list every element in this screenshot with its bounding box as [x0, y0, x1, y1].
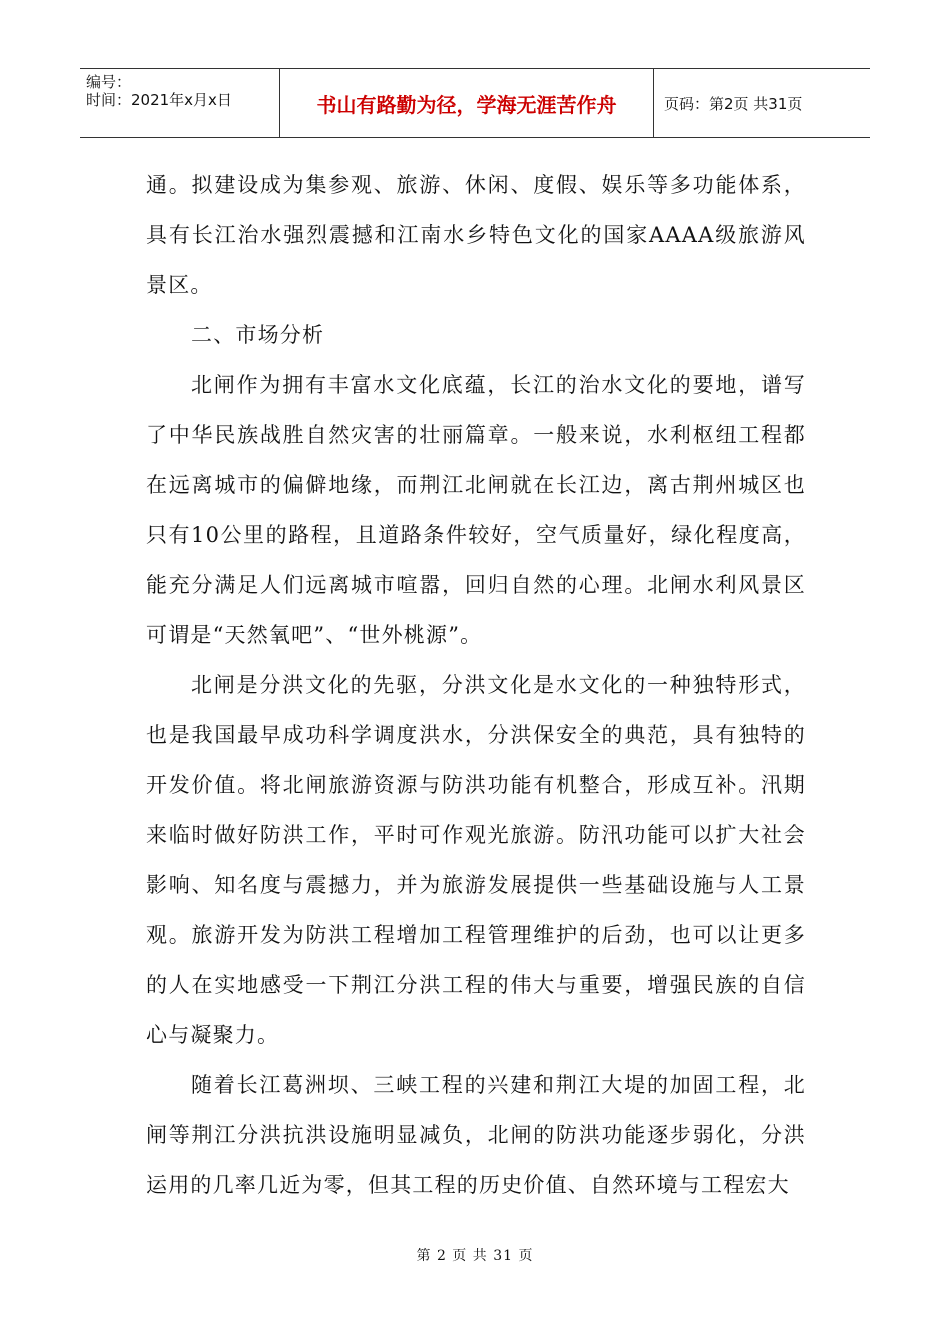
- document-number-label: 编号：: [86, 73, 132, 91]
- header-page-info: 页码：第2页 共31页: [664, 94, 803, 113]
- section-heading: 二、市场分析: [191, 323, 325, 347]
- paragraph-continuation: 通。拟建设成为集参观、旅游、休闲、度假、娱乐等多功能体系，具有长江治水强烈震撼和江南水乡特色文化的国家AAAA级旅游风景区。: [146, 173, 806, 297]
- page-footer: 第 2 页 共 31 页: [416, 1248, 534, 1264]
- header-motto: 书山有路勤为径，学海无涯苦作舟: [280, 69, 654, 137]
- paragraph: 随着长江葛洲坝、三峡工程的兴建和荆江大堤的加固工程，北闸等荆江分洪抗洪设施明显减负，北闸的防洪功能逐步弱化，分洪运用的几率几近为零，但其工程的历史价值、自然环境与工程宏大: [146, 1073, 806, 1197]
- paragraph: 北闸作为拥有丰富水文化底蕴，长江的治水文化的要地，谱写了中华民族战胜自然灾害的壮丽篇章。一般来说，水利枢纽工程都在远离城市的偏僻地缘，而荆江北闸就在长江边，离古荆州城区也只有10公里的路程，且道路条件较好，空气质量好，绿化程度高，能充分满足人们远离城市喧嚣，回归自然的心理。北闸水利风景区可谓是“天然氧吧”、“世外桃源”。: [146, 373, 806, 647]
- document-body: [146, 160, 806, 1210]
- document-time: 时间：2021年x月x日: [86, 91, 232, 109]
- paragraph: 北闸是分洪文化的先驱，分洪文化是水文化的一种独特形式，也是我国最早成功科学调度洪水，分洪保安全的典范，具有独特的开发价值。将北闸旅游资源与防洪功能有机整合，形成互补。汛期来临时做好防洪工作，平时可作观光旅游。防汛功能可以扩大社会影响、知名度与震撼力，并为旅游发展提供一些基础设施与人工景观。旅游开发为防洪工程增加工程管理维护的后劲，也可以让更多的人在实地感受一下荆江分洪工程的伟大与重要，增强民族的自信心与凝聚力。: [146, 673, 806, 1047]
- header-meta: [80, 69, 280, 137]
- page-header: [80, 68, 870, 138]
